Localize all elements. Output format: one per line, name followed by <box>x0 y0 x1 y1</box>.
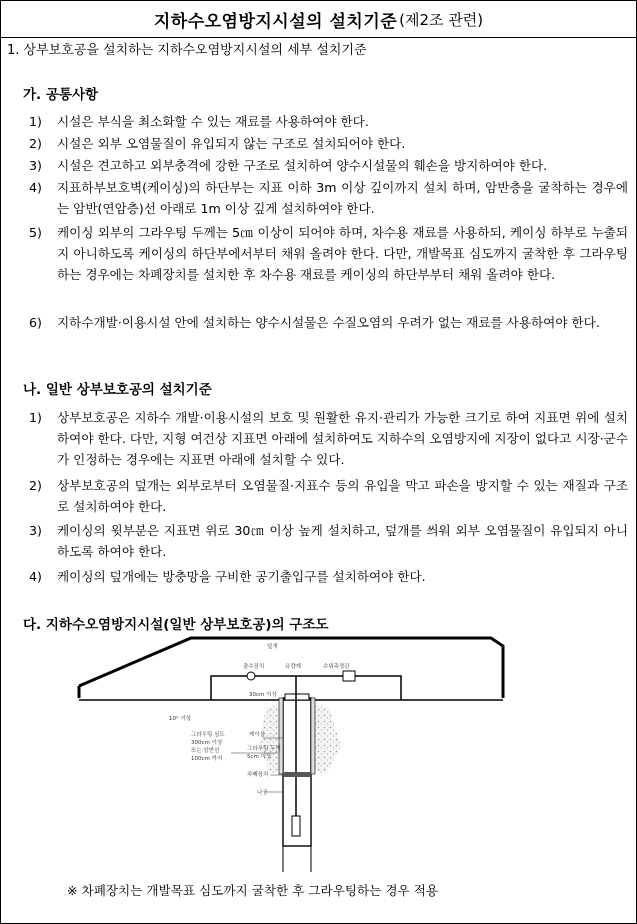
item-number: 5) <box>29 225 42 240</box>
title-bar <box>1 1 636 38</box>
label-grout-thick-2: 5cm 이상 <box>247 754 272 760</box>
label-grout-depth-2: 300cm 이상 <box>191 740 223 746</box>
item-text: 케이싱 외부의 그라우팅 두께는 5㎝ 이상이 되어야 하며, 차수용 재료를 사용하되, 케이싱 하부로 누출되지 아니하도록 케이싱의 하단부에서부터 채워 올려야 한다. 다만, 개발목표 심도까지 굴착한 후 그라우팅하는 경우에는 차폐장치를 설치한 후 차수용 재료를 케이싱의 하단부부터 채워 올려야 한다. <box>57 225 628 282</box>
section-heading-b: 나. 일반 상부보호공의 설치기준 <box>23 382 212 398</box>
label-packer: 차폐장치 <box>247 772 269 778</box>
flowmeter <box>343 671 355 681</box>
page-title: 지하수오염방지시설의 설치기준 <box>153 11 398 32</box>
pump <box>292 816 300 836</box>
soil-right <box>314 704 341 774</box>
item-text: 케이싱의 윗부분은 지표면 위로 30㎝ 이상 높게 설치하고, 덮개를 씌워 외부 오염물질이 유입되지 아니하도록 하여야 한다. <box>57 523 628 559</box>
label-gauge: 수위측정관 <box>323 664 350 670</box>
section-heading-c: 다. 지하수오염방지시설(일반 상부보호공)의 구조도 <box>23 617 329 633</box>
shelter-roof <box>79 638 503 686</box>
item-number: 3) <box>29 523 42 538</box>
packer-device <box>283 772 311 777</box>
list-item <box>29 222 628 285</box>
list-item <box>29 155 628 176</box>
item-number: 4) <box>29 569 42 584</box>
list-item <box>29 312 628 333</box>
item-text: 상부보호공은 지하수 개발·이용시설의 보호 및 원활한 유지·관리가 가능한 크기로 하여 지표면 위에 설치하여야 한다. 다만, 지형 여건상 지표면 아래에 설치하여도 지하수의 오염방지에 지장이 없다고 시장·군수가 인정하는 경우에는 지표면 아래에 설치할 수 있다. <box>57 410 629 467</box>
label-height: 30cm 이상 <box>249 692 277 698</box>
item-number: 3) <box>29 158 42 173</box>
item-number: 6) <box>29 315 42 330</box>
list-item <box>29 566 628 587</box>
label-grout-depth-1: 그라우팅 심도 <box>191 732 225 738</box>
list-item <box>29 407 628 470</box>
list-item <box>29 111 628 132</box>
grout-right <box>311 698 315 774</box>
list-item <box>29 133 628 154</box>
item-text: 시설은 부식을 최소화할 수 있는 재료를 사용하여야 한다. <box>57 114 369 129</box>
soil-left <box>259 704 279 774</box>
footnote: ※ 차폐장치는 개발목표 심도까지 굴착한 후 그라우팅하는 경우 적용 <box>67 883 439 898</box>
item-number: 1) <box>29 410 42 425</box>
page-subtitle: (제2조 관련) <box>399 10 484 29</box>
item-number: 2) <box>29 136 42 151</box>
grout-left <box>279 698 283 774</box>
item-number: 4) <box>29 180 42 195</box>
label-slope: 10° 이상 <box>169 716 192 722</box>
structure-diagram <box>71 636 571 874</box>
item-number: 1) <box>29 114 42 129</box>
section-heading-a: 가. 공통사항 <box>23 87 99 103</box>
item-text: 케이싱의 덮개에는 방충망을 구비한 공기출입구를 설치하여야 한다. <box>57 569 426 584</box>
list-item <box>29 520 628 562</box>
label-hole: 나공 <box>257 790 268 796</box>
label-grout-depth-3: 또는 암반선 <box>191 748 220 754</box>
list-item <box>29 475 628 517</box>
item-text: 시설은 외부 오염물질이 유입되지 않는 구조로 설치되어야 한다. <box>57 136 406 151</box>
item-text: 상부보호공의 덮개는 외부로부터 오염물질·지표수 등의 유입을 막고 파손을 방지할 수 있는 재질과 구조로 설치하여야 한다. <box>57 478 628 514</box>
item-text: 시설은 견고하고 외부충격에 강한 구조로 설치하여 양수시설물의 훼손을 방지하여야 한다. <box>57 158 548 173</box>
valve <box>247 672 255 680</box>
item-text: 지표하부보호벽(케이싱)의 하단부는 지표 이하 3m 이상 깊이까지 설치 하며, 암반층을 굴착하는 경우에는 암반(연암층)선 아래로 1m 이상 깊게 설치하여야 한다. <box>57 180 628 216</box>
item-text: 지하수개발·이용시설 안에 설치하는 양수시설물은 수질오염의 우려가 없는 재료를 사용하여야 한다. <box>57 315 600 330</box>
label-casing: 케이싱 <box>249 732 265 738</box>
label-flowmeter: 유량계 <box>285 664 301 670</box>
label-roof: 덮개 <box>267 644 278 650</box>
label-outlet: 출수장치 <box>243 664 265 670</box>
casing-cap <box>285 694 309 700</box>
intro-line: 1. 상부보호공을 설치하는 지하수오염방지시설의 세부 설치기준 <box>7 43 367 58</box>
item-number: 2) <box>29 478 42 493</box>
label-grout-depth-4: 100cm 까지 <box>191 756 223 762</box>
label-grout-thick-1: 그라우팅 두께 <box>247 746 281 752</box>
list-item <box>29 177 628 219</box>
